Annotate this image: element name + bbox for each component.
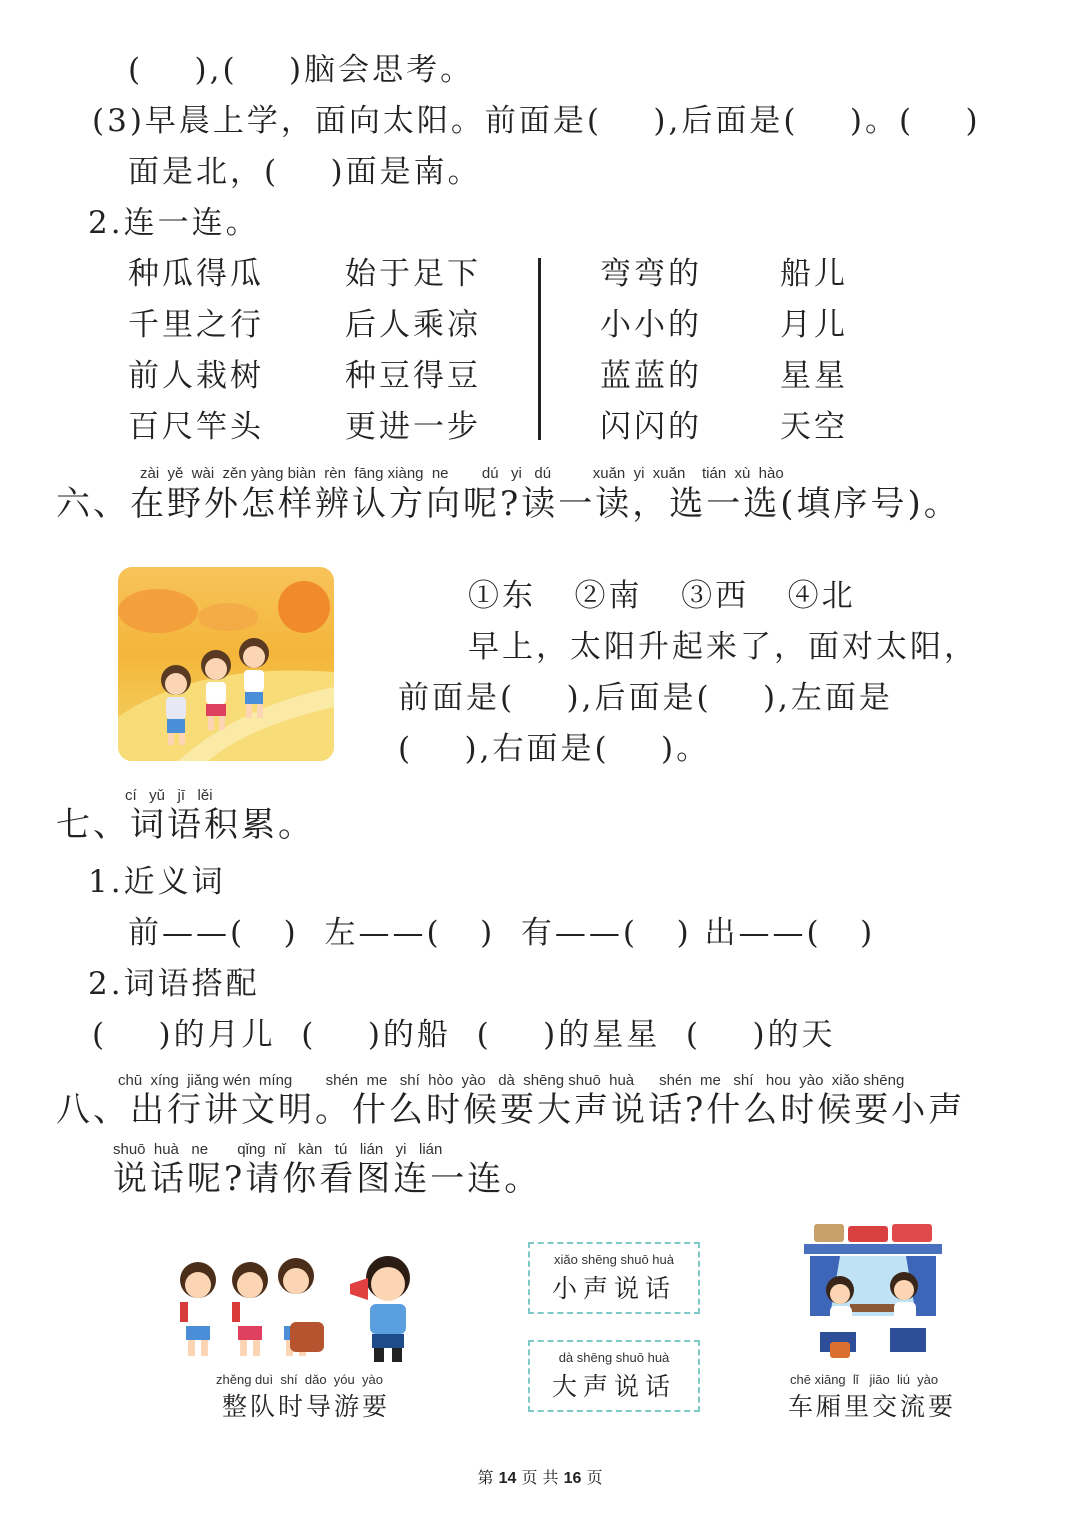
match-right-a-2: 小小的 <box>600 307 702 343</box>
match-left-b-2: 后人乘凉 <box>345 307 481 343</box>
match-right-b-4: 天空 <box>780 409 848 445</box>
section6-line-2: 前面是( ),后面是( ),左面是 <box>398 680 893 716</box>
match-right-a-3: 蓝蓝的 <box>600 358 702 394</box>
section8-pinyin-2: shuō huà ne qǐng nǐ kàn tú lián yi lián <box>113 1141 443 1158</box>
question-3-line: (3)早晨上学，面向太阳。前面是( ),后面是( )。( ) <box>92 103 981 139</box>
match-left-a-1: 种瓜得瓜 <box>128 256 264 292</box>
column-divider <box>538 258 541 440</box>
section7-title: 七、词语积累。 <box>56 805 315 845</box>
total-pages: 16 <box>563 1470 582 1487</box>
section8-title-1: 八、出行讲文明。什么时候要大声说话?什么时候要小声 <box>56 1090 966 1130</box>
page-number: 14 <box>498 1470 517 1487</box>
question-3-line-2: 面是北，( )面是南。 <box>128 154 482 190</box>
caption-left-text: 整队时导游要 <box>222 1392 391 1421</box>
pairs-heading: 2.词语搭配 <box>88 966 260 1002</box>
synonyms-heading: 1.近义词 <box>88 864 226 900</box>
section6-line-3: ( ),右面是( )。 <box>398 731 711 767</box>
tour-group-illustration <box>168 1248 440 1368</box>
card-small-voice[interactable] <box>528 1242 700 1314</box>
match-left-a-4: 百尺竿头 <box>128 409 264 445</box>
footer-suffix: 页 <box>586 1468 603 1487</box>
section8-title-2: 说话呢?请你看图连一连。 <box>113 1159 542 1199</box>
card-big-voice[interactable] <box>528 1340 700 1412</box>
match-right-b-1: 船儿 <box>780 256 848 292</box>
pairs-line: ( )的月儿 ( )的船 ( )的星星 ( )的天 <box>92 1017 836 1053</box>
card-big-pinyin: dà shēng shuō huà <box>558 1350 670 1365</box>
section7-pinyin: cí yǔ jī lěi <box>125 787 213 804</box>
section6-line-1: 早上，太阳升起来了，面对太阳， <box>468 629 978 665</box>
synonyms-line: 前——( ) 左——( ) 有——( ) 出——( ) <box>128 915 876 951</box>
card-small-pinyin: xiǎo shēng shuō huà <box>554 1252 674 1267</box>
card-big-text: 大声说话 <box>551 1372 676 1401</box>
card-small-text: 小声说话 <box>551 1274 676 1303</box>
section6-pinyin: zài yě wài zěn yàng biàn rèn fāng xiàng ne dú yi dú xuǎn yi xuǎn tián xù hào <box>140 465 784 482</box>
match-left-a-2: 千里之行 <box>128 307 264 343</box>
caption-left-pinyin: zhěng duì shí dǎo yóu yào <box>216 1372 383 1387</box>
match-left-a-3: 前人栽树 <box>128 358 264 394</box>
match-left-b-1: 始于足下 <box>345 256 481 292</box>
footer-prefix: 第 <box>477 1468 494 1487</box>
match-right-a-4: 闪闪的 <box>600 409 702 445</box>
subheading-connect: 2.连一连。 <box>88 205 260 241</box>
match-left-b-4: 更进一步 <box>345 409 481 445</box>
match-right-b-2: 月儿 <box>780 307 848 343</box>
direction-options: ①东 ②南 ③西 ④北 <box>468 578 856 614</box>
section6-title: 六、在野外怎样辨认方向呢?读一读，选一选(填序号)。 <box>56 484 961 524</box>
match-left-b-3: 种豆得豆 <box>345 358 481 394</box>
section8-pinyin-1: chū xíng jiǎng wén míng shén me shí hòo yào dà shēng shuō huà shén me shí hou yào xiǎo shēng <box>118 1072 905 1089</box>
footer-middle: 页 共 <box>521 1468 559 1487</box>
page-footer <box>0 1465 1080 1488</box>
caption-right-pinyin: chē xiāng lǐ jiāo liú yào <box>790 1372 939 1387</box>
match-right-a-1: 弯弯的 <box>600 256 702 292</box>
sunrise-illustration <box>118 567 334 761</box>
caption-right-text: 车厢里交流要 <box>788 1392 957 1421</box>
fill-line-brain: ( ),( )脑会思考。 <box>128 52 475 88</box>
train-carriage-illustration <box>800 1224 946 1362</box>
match-right-b-3: 星星 <box>780 358 848 394</box>
